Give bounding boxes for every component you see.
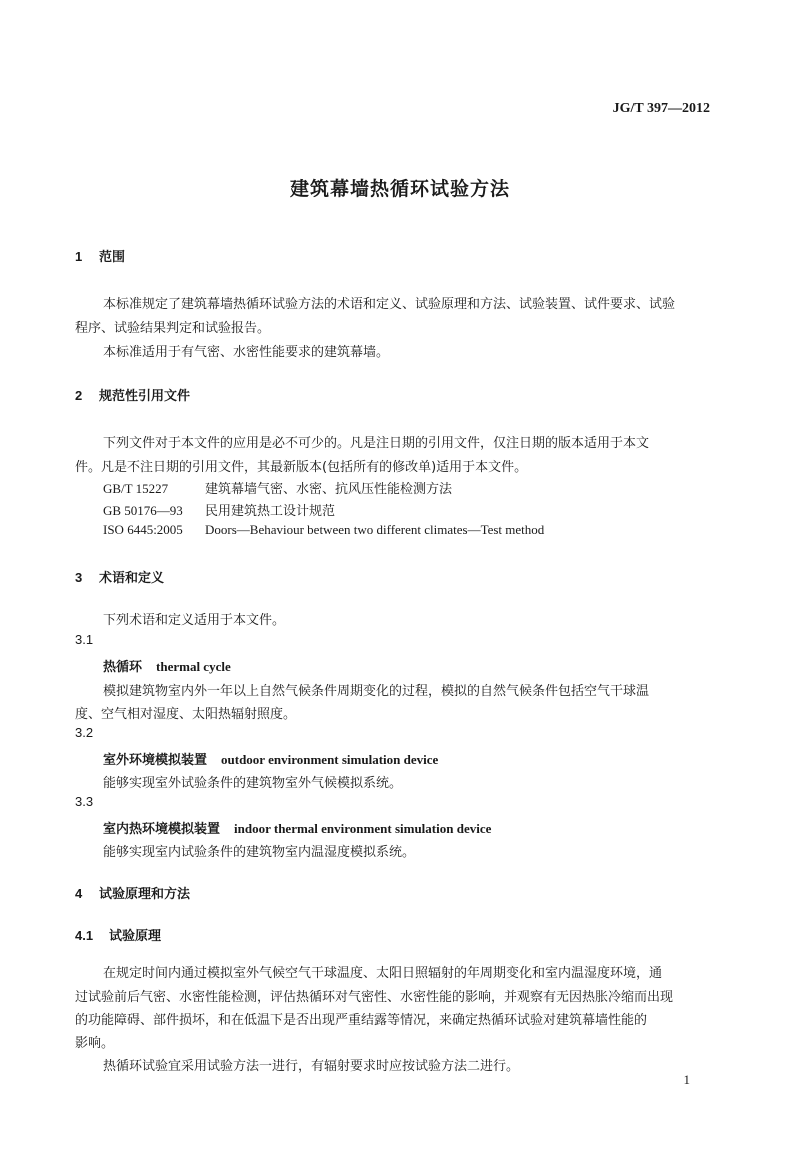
subsection-number: 4.1 [75, 928, 94, 943]
section-2-heading [75, 385, 190, 404]
section-number: 4 [75, 886, 83, 901]
term-en: outdoor environment simulation device [221, 752, 439, 767]
reference-item [103, 478, 452, 497]
s2-para1-line2: 件。凡是不注日期的引用文件，其最新版本(包括所有的修改单)适用于本文件。 [75, 460, 528, 475]
page-number: 1 [683, 1072, 690, 1087]
s4-para1-line3: 的功能障碍、部件损坏，和在低温下是否出现严重结露等情况，来确定热循环试验对建筑幕墙性能的 [75, 1013, 648, 1028]
section-title: 规范性引用文件 [99, 389, 191, 404]
reference-code: ISO 6445:2005 [103, 522, 183, 537]
s4-para1-line2: 过试验前后气密、水密性能检测，评估热循环对气密性、水密性能的影响，并观察有无因热胀冷缩而出现 [75, 990, 674, 1005]
section-number: 1 [75, 249, 83, 264]
term-definition-line1: 模拟建筑物室内外一年以上自然气候条件周期变化的过程，模拟的自然气候条件包括空气干球温 [103, 684, 650, 699]
s1-para1-line1: 本标准规定了建筑幕墙热循环试验方法的术语和定义、试验原理和方法、试验装置、试件要求、试验 [103, 297, 676, 312]
term-zh: 室外环境模拟装置 [103, 753, 208, 768]
section-number: 3 [75, 570, 83, 585]
term-zh: 室内热环境模拟装置 [103, 822, 221, 837]
section-1-heading [75, 246, 125, 265]
term-definition-line1: 能够实现室内试验条件的建筑物室内温湿度模拟系统。 [103, 845, 416, 860]
term-heading [103, 749, 438, 768]
term-number: 3.3 [75, 794, 94, 809]
standard-code: JG/T 397—2012 [612, 101, 710, 116]
term-number: 3.1 [75, 632, 94, 647]
document-title: 建筑幕墙热循环试验方法 [289, 178, 510, 200]
reference-code: GB 50176—93 [103, 503, 183, 518]
s1-para1-line2: 程序、试验结果判定和试验报告。 [75, 321, 271, 336]
term-heading [103, 656, 231, 675]
reference-title: 民用建筑热工设计规范 [205, 504, 336, 519]
s2-para1-line1: 下列文件对于本文件的应用是必不可少的。凡是注日期的引用文件，仅注日期的版本适用于本文 [103, 436, 650, 451]
s1-para2: 本标准适用于有气密、水密性能要求的建筑幕墙。 [103, 345, 390, 360]
term-definition-line2: 度、空气相对湿度、太阳热辐射照度。 [75, 707, 297, 722]
s4-para2: 热循环试验宜采用试验方法一进行，有辐射要求时应按试验方法二进行。 [103, 1059, 520, 1074]
reference-item [103, 500, 335, 519]
subsection-4-1-heading [75, 925, 161, 944]
section-title: 试验原理和方法 [99, 887, 191, 902]
section-title: 术语和定义 [99, 571, 165, 586]
section-3-heading [75, 567, 164, 586]
reference-title: 建筑幕墙气密、水密、抗风压性能检测方法 [205, 482, 453, 497]
reference-code: GB/T 15227 [103, 481, 169, 496]
term-heading [103, 818, 491, 837]
reference-title: Doors—Behaviour between two different climates—Test method [205, 522, 545, 537]
term-zh: 热循环 [103, 660, 143, 675]
term-definition-line1: 能够实现室外试验条件的建筑物室外气候模拟系统。 [103, 776, 403, 791]
section-4-heading [75, 883, 190, 902]
s4-para1-line4: 影响。 [75, 1036, 115, 1051]
term-en: indoor thermal environment simulation device [234, 821, 492, 836]
term-en: thermal cycle [156, 659, 231, 674]
section-number: 2 [75, 388, 83, 403]
s3-intro: 下列术语和定义适用于本文件。 [103, 613, 286, 628]
reference-item [103, 522, 544, 538]
section-title: 范围 [99, 250, 126, 265]
s4-para1-line1: 在规定时间内通过模拟室外气候空气干球温度、太阳日照辐射的年周期变化和室内温湿度环境，通 [103, 966, 663, 981]
term-number: 3.2 [75, 725, 94, 740]
subsection-title: 试验原理 [109, 929, 162, 944]
